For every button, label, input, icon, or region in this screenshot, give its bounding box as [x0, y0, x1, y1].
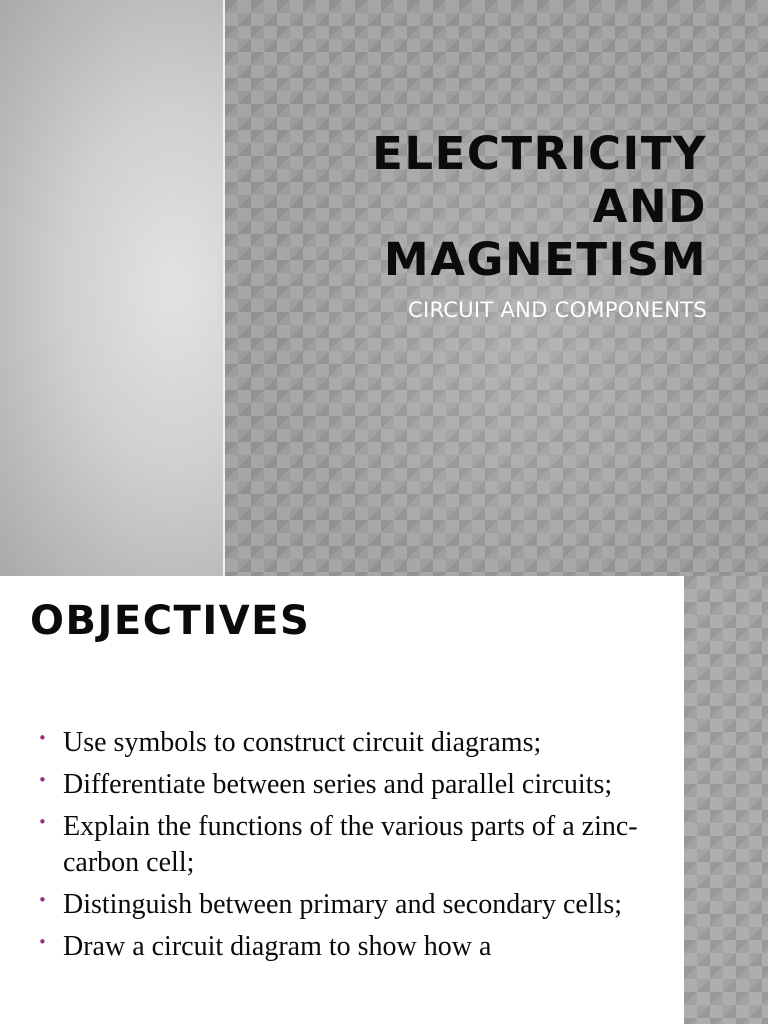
objectives-right-strip	[684, 576, 768, 1024]
bullet-icon: •	[38, 891, 47, 909]
title-slide-left-panel	[0, 0, 223, 576]
title-line-3: MAGNETISM	[383, 233, 707, 286]
bullet-icon: •	[38, 813, 47, 831]
objective-item	[38, 887, 638, 923]
objectives-slide	[0, 576, 768, 1024]
title-slide-right-panel	[225, 0, 768, 576]
objective-text: Explain the functions of the various parts of a zinc-carbon cell;	[63, 811, 638, 878]
objective-text: Draw a circuit diagram to show how a	[63, 931, 492, 962]
objective-item	[38, 725, 638, 761]
objective-item	[38, 767, 638, 803]
objectives-list	[38, 725, 638, 971]
slide-main-title	[372, 127, 707, 286]
objective-text: Differentiate between series and parallel circuits;	[63, 769, 613, 800]
objectives-heading: OBJECTIVES	[30, 598, 311, 644]
bullet-icon: •	[38, 771, 47, 789]
title-line-2: AND	[592, 180, 707, 233]
title-line-1: ELECTRICITY	[372, 127, 707, 180]
bullet-icon: •	[38, 729, 47, 747]
objective-item	[38, 929, 638, 965]
objective-item	[38, 809, 638, 881]
slide-subtitle: CIRCUIT AND COMPONENTS	[407, 298, 707, 322]
bullet-icon: •	[38, 933, 47, 951]
objective-text: Distinguish between primary and secondary cells;	[63, 889, 623, 920]
objective-text: Use symbols to construct circuit diagrams;	[63, 727, 542, 758]
